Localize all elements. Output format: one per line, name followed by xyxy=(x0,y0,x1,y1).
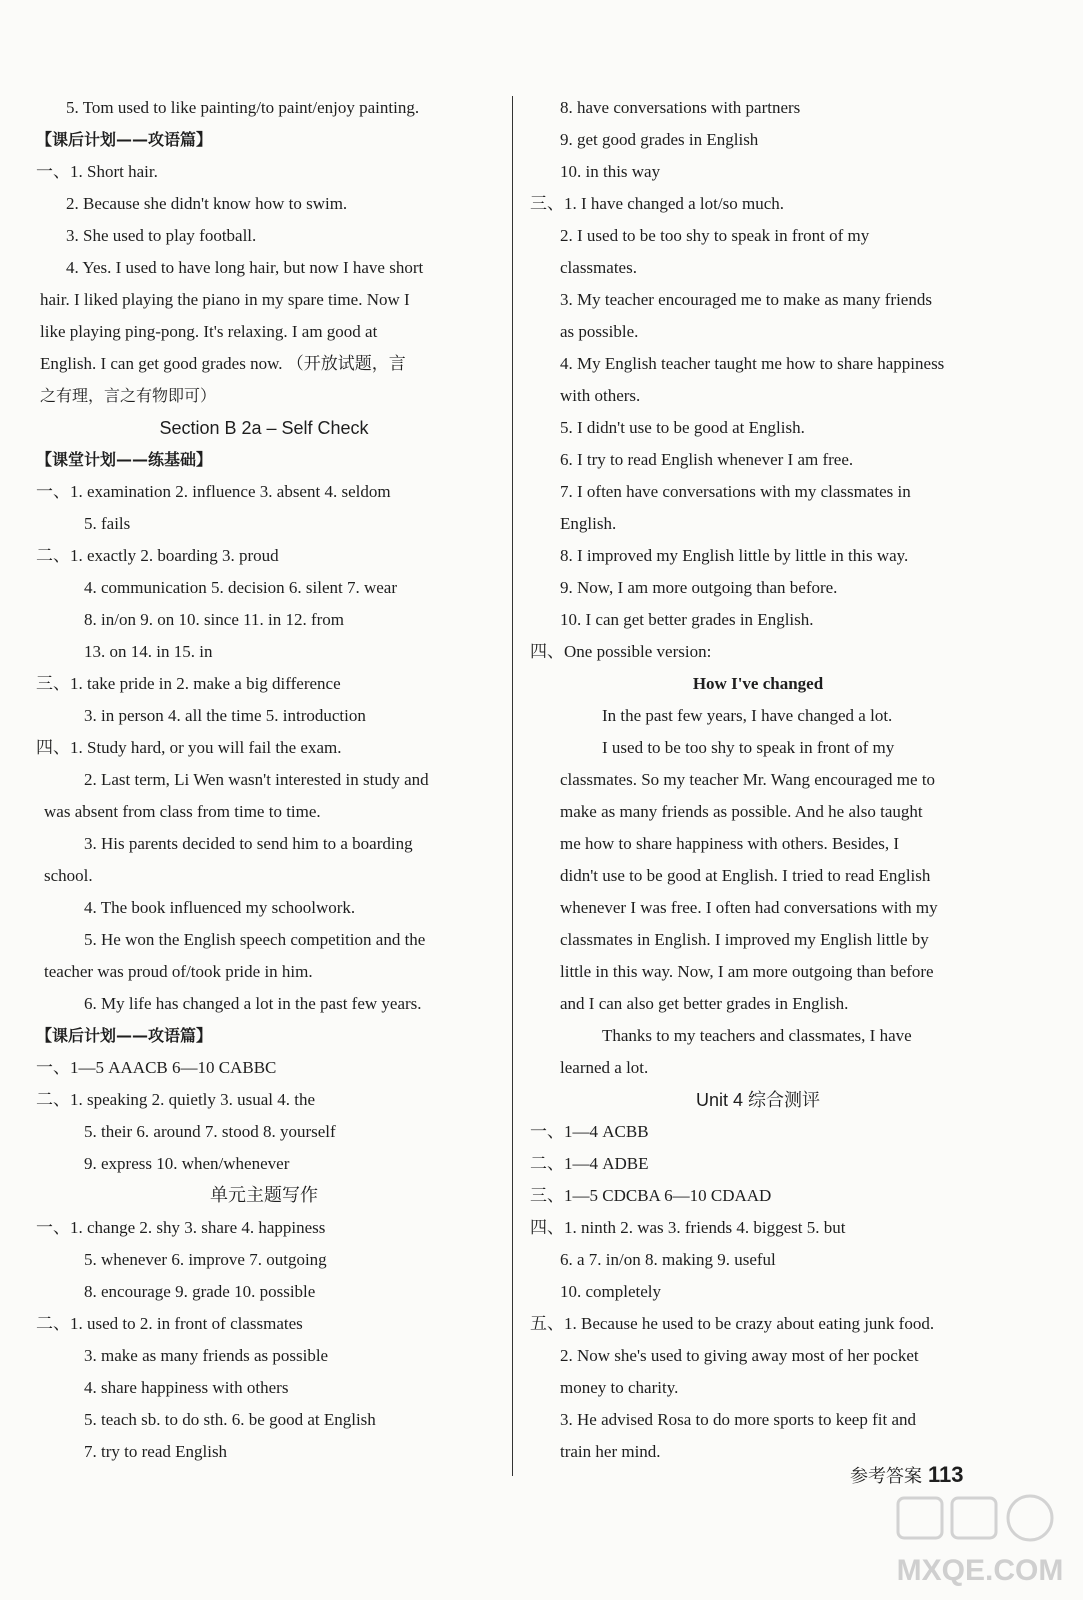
answer-line: like playing ping-pong. It's relaxing. I am good at xyxy=(40,322,378,341)
answer-line: 5. Tom used to like painting/to paint/enjoy painting. xyxy=(66,98,420,117)
answer-line: classmates. xyxy=(560,258,637,277)
answer-line: 3. make as many friends as possible xyxy=(84,1346,329,1365)
answer-line: 4. Yes. I used to have long hair, but now I have short xyxy=(66,258,424,277)
column-divider xyxy=(512,96,513,1476)
essay-line: In the past few years, I have changed a lot. xyxy=(602,706,893,725)
answer-line: 二、1. exactly 2. boarding 3. proud xyxy=(36,546,279,565)
answer-line: 一、1. Short hair. xyxy=(36,162,158,181)
answer-line: 2. Now she's used to giving away most of her pocket xyxy=(560,1346,919,1365)
section-title: Unit 4 综合测评 xyxy=(695,1090,821,1110)
answer-line: 二、1. speaking 2. quietly 3. usual 4. the xyxy=(36,1090,316,1109)
answer-line: hair. I liked playing the piano in my spare time. Now I xyxy=(40,290,410,309)
essay-line: me how to share happiness with others. Besides, I xyxy=(560,834,899,853)
essay-line: didn't use to be good at English. I tried to read English xyxy=(560,866,931,885)
answer-line: 四、1. Study hard, or you will fail the exam. xyxy=(36,738,342,757)
answer-line: 4. The book influenced my schoolwork. xyxy=(84,898,356,917)
section-header: 【课后计划——攻语篇】 xyxy=(36,130,213,149)
answer-line: school. xyxy=(44,866,93,885)
watermark-logo xyxy=(880,1488,1080,1600)
answer-line: 3. He advised Rosa to do more sports to keep fit and xyxy=(560,1410,916,1429)
essay-line: classmates in English. I improved my English little by xyxy=(560,930,929,949)
answer-line: 3. in person 4. all the time 5. introduction xyxy=(84,706,366,725)
answer-line: 5. I didn't use to be good at English. xyxy=(560,418,805,437)
answer-line: 3. My teacher encouraged me to make as many friends xyxy=(560,290,932,309)
answer-line: 7. try to read English xyxy=(84,1442,228,1461)
answer-line: 8. in/on 9. on 10. since 11. in 12. from xyxy=(84,610,345,629)
answer-line: 8. I improved my English little by little in this way. xyxy=(560,546,909,565)
essay-title: How I've changed xyxy=(692,674,824,693)
answer-line: 10. completely xyxy=(560,1282,662,1301)
answer-line: 6. a 7. in/on 8. making 9. useful xyxy=(560,1250,776,1269)
answer-line: 8. encourage 9. grade 10. possible xyxy=(84,1282,316,1301)
answer-line: 10. I can get better grades in English. xyxy=(560,610,814,629)
answer-line: English. I can get good grades now. （开放试题，言 xyxy=(40,354,406,373)
section-title: 单元主题写作 xyxy=(210,1185,318,1206)
answer-line: 四、One possible version: xyxy=(530,642,712,661)
answer-line: 6. My life has changed a lot in the past few years. xyxy=(84,994,422,1013)
answer-line: 3. His parents decided to send him to a boarding xyxy=(84,834,413,853)
essay-line: classmates. So my teacher Mr. Wang encouraged me to xyxy=(560,770,936,789)
essay-line: learned a lot. xyxy=(560,1058,649,1077)
answer-line: with others. xyxy=(560,386,641,405)
answer-line: 二、1. used to 2. in front of classmates xyxy=(36,1314,303,1333)
essay-line: I used to be too shy to speak in front of my xyxy=(602,738,895,757)
answer-line: 三、1. I have changed a lot/so much. xyxy=(530,194,784,213)
essay-line: and I can also get better grades in English. xyxy=(560,994,849,1013)
answer-line: 二、1—4 ADBE xyxy=(530,1154,649,1173)
essay-line: Thanks to my teachers and classmates, I have xyxy=(602,1026,912,1045)
answer-line: 五、1. Because he used to be crazy about eating junk food. xyxy=(530,1314,935,1333)
answer-line: 2. I used to be too shy to speak in front of my xyxy=(560,226,870,245)
answer-line: 5. He won the English speech competition and the xyxy=(84,930,426,949)
answer-line: teacher was proud of/took pride in him. xyxy=(44,962,313,981)
answer-line: 7. I often have conversations with my classmates in xyxy=(560,482,911,501)
answer-line: 一、1—5 AAACB 6—10 CABBC xyxy=(36,1058,277,1077)
answer-line: 2. Last term, Li Wen wasn't interested in study and xyxy=(84,770,429,789)
answer-line: 9. express 10. when/whenever xyxy=(84,1154,290,1173)
answer-line: 一、1. examination 2. influence 3. absent 4. seldom xyxy=(36,482,391,501)
answer-line: 13. on 14. in 15. in xyxy=(84,642,213,661)
essay-line: make as many friends as possible. And he also taught xyxy=(560,802,923,821)
answer-line: train her mind. xyxy=(560,1442,661,1461)
answer-line: English. xyxy=(560,514,617,533)
answer-line: 9. get good grades in English xyxy=(560,130,759,149)
answer-line: 5. fails xyxy=(84,514,131,533)
answer-line: 5. their 6. around 7. stood 8. yourself xyxy=(84,1122,336,1141)
watermark-text: MXQE.COM xyxy=(896,1554,1064,1587)
section-header: 【课后计划——攻语篇】 xyxy=(36,1026,213,1045)
answer-line: 3. She used to play football. xyxy=(66,226,257,245)
essay-line: whenever I was free. I often had conversations with my xyxy=(560,898,938,917)
answer-line: 8. have conversations with partners xyxy=(560,98,801,117)
footer-label: 参考答案 xyxy=(850,1466,922,1487)
answer-line: 10. in this way xyxy=(560,162,661,181)
answer-line: 9. Now, I am more outgoing than before. xyxy=(560,578,838,597)
answer-line: 2. Because she didn't know how to swim. xyxy=(66,194,348,213)
answer-line: was absent from class from time to time. xyxy=(44,802,321,821)
answer-line: money to charity. xyxy=(560,1378,679,1397)
answer-line: as possible. xyxy=(560,322,639,341)
answer-line: 4. communication 5. decision 6. silent 7. wear xyxy=(84,578,398,597)
answer-line: 4. My English teacher taught me how to share happiness xyxy=(560,354,945,373)
answer-line: 一、1—4 ACBB xyxy=(530,1122,649,1141)
answer-line: 三、1—5 CDCBA 6—10 CDAAD xyxy=(530,1186,772,1205)
section-header: 【课堂计划——练基础】 xyxy=(36,450,213,469)
page-number: 113 xyxy=(928,1462,964,1487)
answer-line: 4. share happiness with others xyxy=(84,1378,289,1397)
answer-line: 一、1. change 2. shy 3. share 4. happiness xyxy=(36,1218,326,1237)
answer-note: 之有理，言之有物即可） xyxy=(40,386,217,405)
page-footer xyxy=(850,1462,964,1488)
right-column xyxy=(530,92,986,1468)
left-column xyxy=(36,92,492,1468)
answer-line: 6. I try to read English whenever I am free. xyxy=(560,450,854,469)
section-title: Section B 2a – Self Check xyxy=(159,418,369,438)
answer-line: 5. teach sb. to do sth. 6. be good at English xyxy=(84,1410,376,1429)
answer-line: 5. whenever 6. improve 7. outgoing xyxy=(84,1250,327,1269)
answer-line: 四、1. ninth 2. was 3. friends 4. biggest 5. but xyxy=(530,1218,846,1237)
answer-line: 三、1. take pride in 2. make a big difference xyxy=(36,674,341,693)
essay-line: little in this way. Now, I am more outgoing than before xyxy=(560,962,934,981)
